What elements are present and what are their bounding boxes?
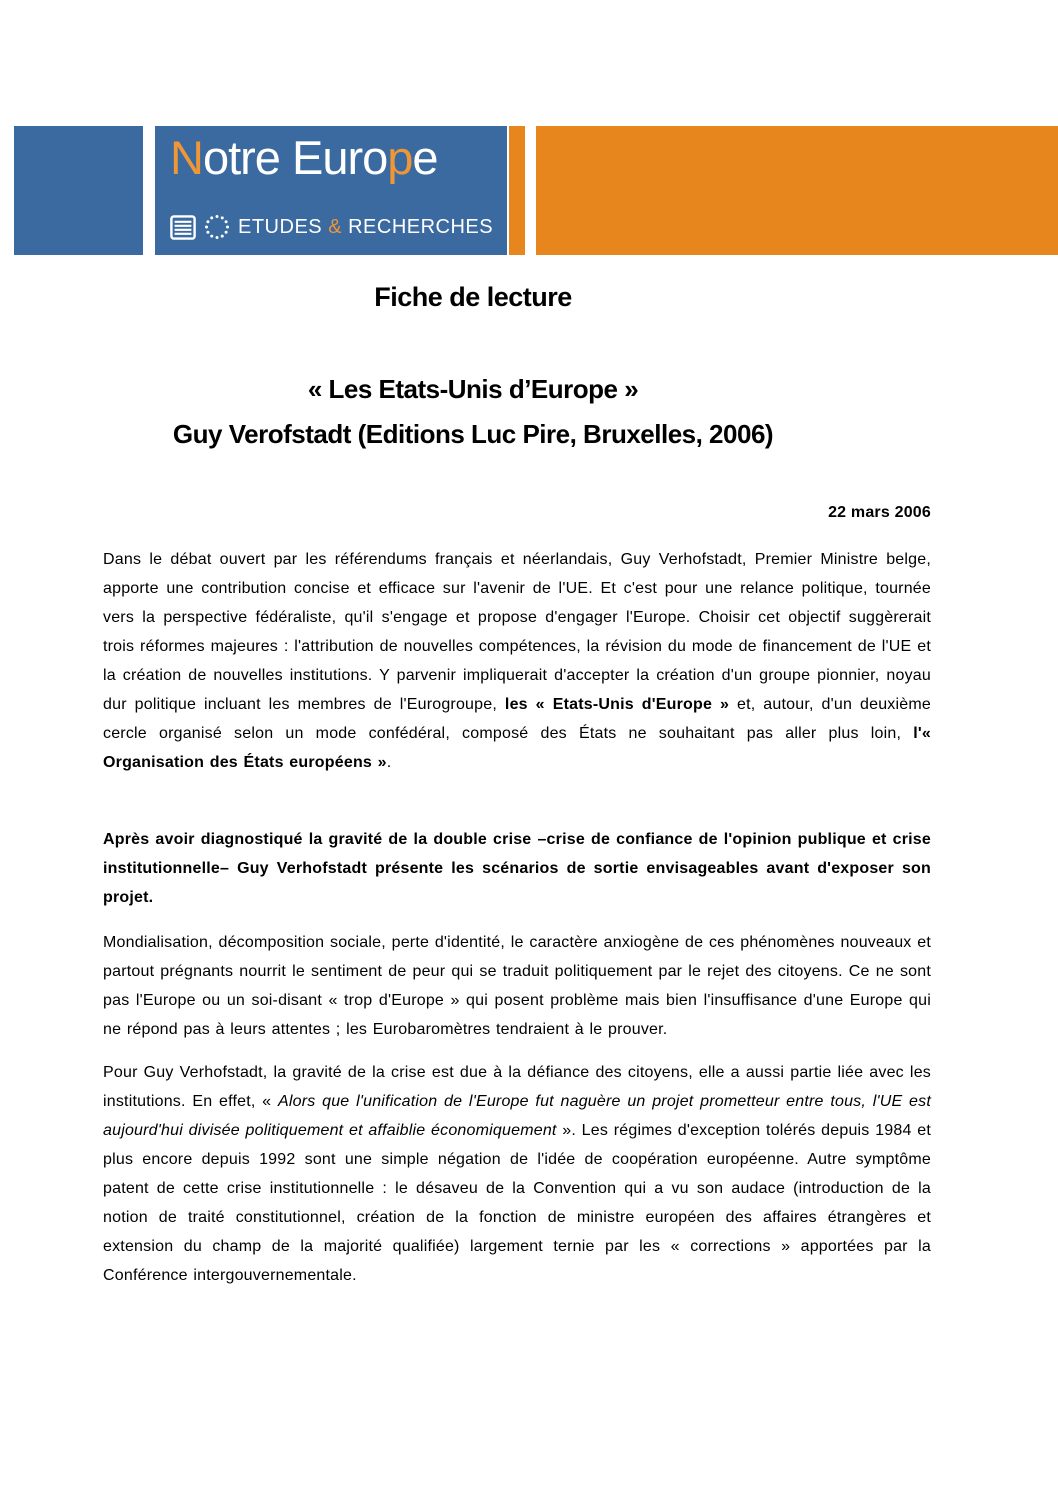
book-title: « Les Etats-Unis d’Europe »	[307, 374, 639, 404]
text-run: &	[328, 215, 343, 238]
book-heading	[0, 367, 946, 457]
text-run: ETUDES	[238, 215, 329, 238]
text-run: Après avoir diagnostiqué la gravité de la double crise –crise de confiance de l'opinion publique et crise institutionnelle– Guy Verhofstadt présente les scénarios de sortie envisageables avant d'exposer son projet.	[103, 831, 931, 906]
text-run: RECHERCHES	[342, 215, 494, 238]
orange-strip	[509, 126, 525, 255]
text-run: les « Etats-Unis d'Europe »	[504, 696, 730, 713]
brand-text	[170, 133, 438, 183]
orange-banner	[536, 126, 1058, 255]
tagline	[170, 213, 493, 241]
text-run: N	[170, 131, 203, 184]
paragraph	[103, 545, 931, 777]
text-run: p	[387, 131, 413, 184]
body-paragraphs	[103, 545, 931, 1290]
text-run: Pour Guy Verhofstadt, la gravité de la crise est due à la défiance des citoyens, elle a aussi partie liée avec les institutions. En effet, «	[103, 1064, 931, 1110]
text-run: Dans le débat ouvert par les référendums français et néerlandais, Guy Verhofstadt, Premier Ministre belge, apporte une contribution concise et efficace sur l'avenir de l'UE. Et c'est pour une relance politique, tournée vers la perspective fédéraliste, qu'il s'engage et propose d'engager l'Europe. Choisir cet objectif suggèrerait trois réformes majeures : l'attribution de nouvelles compétences, la révision du mode de financement de l'UE et la création de nouvelles institutions. Y parvenir impliquerait d'accepter la création d'un groupe pionnier, noyau dur politique incluant les membres de l'Eurogroupe,	[103, 551, 931, 713]
page-title: Fiche de lecture	[374, 282, 572, 312]
text-run: Alors que l'unification de l'Europe fut naguère un projet prometteur entre tous, l'UE est aujourd'hui divisée politiquement et affaiblie économiquement	[103, 1093, 931, 1139]
content-area	[103, 503, 931, 1290]
text-run: Mondialisation, décomposition sociale, perte d'identité, le caractère anxiogène de ces phénomènes nouveaux et partout prégnants nourrit le sentiment de peur qui se traduit politiquement par le rejet des citoyens. Ce ne sont pas l'Europe ou un soi-disant « trop d'Europe » qui posent problème mais bien l'insuffisance d'une Europe qui ne répond pas à leurs attentes ; les Eurobaromètres tendraient à le prouver.	[103, 934, 931, 1038]
text-run: et, autour, d'un deuxième cercle organisé selon un mode confédéral, composé des États ne souhaitant pas aller plus loin,	[103, 696, 931, 742]
eu-stars-icon	[203, 213, 231, 241]
text-run: ». Les régimes d'exception tolérés depuis 1984 et plus encore depuis 1992 sont une simple négation de l'idée de coopération européenne. Autre symptôme patent de cette crise institutionnelle : le désaveu de la Convention qui a vu son audace (introduction de la notion de traité constitutionnel, création de la fonction de ministre européen des affaires étrangères et extension du champ de la majorité qualifiée) largement ternie par les « corrections » apportées par la Conférence intergouvernementale.	[103, 1122, 931, 1284]
text-run: e	[412, 131, 438, 184]
text-run: otre Euro	[202, 131, 388, 184]
document-body	[0, 281, 1058, 1290]
book-reference: Guy Verofstadt (Editions Luc Pire, Bruxelles, 2006)	[172, 419, 774, 449]
paragraph	[103, 928, 931, 1044]
header-banner	[0, 126, 1058, 255]
notre-europe-logo	[155, 126, 507, 255]
paragraph	[103, 1058, 931, 1290]
paragraph	[103, 825, 931, 912]
document-lines-icon	[170, 215, 196, 240]
text-run: .	[386, 754, 392, 771]
text-run: l'« Organisation des États européens »	[103, 725, 931, 771]
blue-square	[14, 126, 143, 255]
date-line: 22 mars 2006	[828, 504, 931, 521]
tagline-text	[238, 216, 493, 239]
